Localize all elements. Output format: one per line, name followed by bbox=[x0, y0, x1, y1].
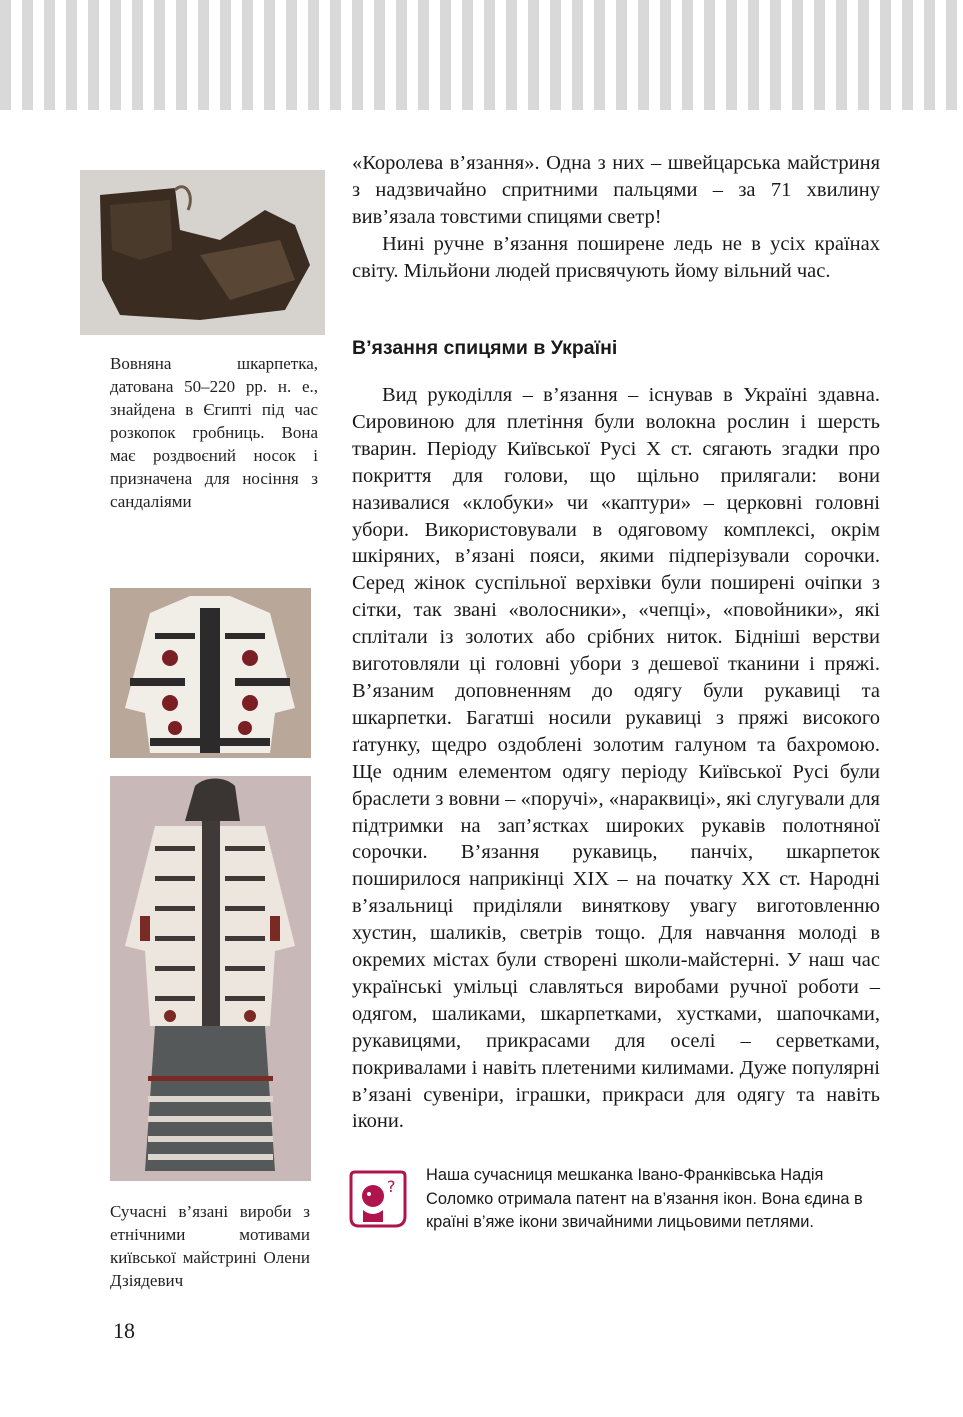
top-text: «Королева в’язання». Одна з них – швейцарська майстриня з надзвичайно спритними пальцями – за 71 хвилину вив’язала товстими спицями светр! bbox=[352, 152, 880, 228]
main-text-body bbox=[352, 382, 880, 1135]
top-paragraph: Нині ручне в’язання поширене ледь не в усіх країнах світу. Мільйони людей присвячують йому вільний час. bbox=[352, 232, 880, 282]
header-stripes bbox=[0, 0, 963, 110]
knitted-jacket-photo bbox=[110, 588, 311, 758]
body-paragraph: Вид рукоділля – в’язання – існував в Україні здавна. Сировиною для плетіння були волокна рослин і шерсть тварин. Періоду Київської Русі Х ст. сягають згадки про покриття для голови, що щільно прилягали: вони називалися «клобуки» чи «каптури» – церковні головні убори. Використовували в одяговому комплексі, окрім шкіряних, в’язані пояси, якими підперізували сорочки. Серед жінок суспільної верхівки були поширені очіпки з сітки, так звані «волосники», «чепці», «повойники», які сплітали із золотих або срібних ниток. Бідніші верстви виготовляли ці головні убори з дешевої тканини і пряжі. В’язаним доповненням до одягу були рукавиці та шкарпетки. Багатші носили рукавиці з пряжі високого ґатунку, щедро оздоблені золотим галуном та бахромою. Ще одним елементом одягу періоду Київської Русі були браслети з вовни – «поручі», «нараквиці», які слугували для підтримки на зап’ястках широких рукавів полотняної сорочки. В’язання рукавиць, панчіх, шкарпеток поширилося наприкінці ХІХ – на початку ХХ ст. Народні в’язальниці приділяли виняткову увагу виготовленню хустин, шаликів, светрів тощо. Для навчання молоді в окремих містах були створені школи-майстерні. У наш час українські умільці славляться виробами ручної роботи – одягом, шаликами, шкарпетками, хустками, шапочками, рукавицями, прикрасами для оселі – серветками, покривалами і навіть плетеними килимами. Дуже популярні в’язані сувеніри, іграшки, прикраси для одягу та навіть ікони. bbox=[352, 384, 880, 1133]
fact-icon bbox=[349, 1168, 407, 1230]
page-number: 18 bbox=[113, 1318, 135, 1343]
garments-caption: Сучасні в’язані вироби з етнічними мотивами київської майстрині Олени Дзіядевич bbox=[110, 1202, 310, 1290]
knitted-ensemble-photo bbox=[110, 776, 311, 1181]
svg-text:?: ? bbox=[387, 1177, 396, 1196]
sock-photo bbox=[80, 170, 325, 335]
main-text-top bbox=[352, 150, 880, 285]
section-heading: В’язання спицями в Україні bbox=[352, 337, 618, 359]
fact-text: Наша сучасниця мешканка Івано-Франківська Надія Соломко отримала патент на в’язання ікон. Вона єдина в країні в’яже ікони звичайними лицьовими петлями. bbox=[426, 1166, 863, 1231]
sock-caption: Вовняна шкарпетка, датована 50–220 рр. н. е., знайдена в Єгипті під час розкопок гробниць. Вона має роздвоєний носок і призначена для носіння з сандаліями bbox=[110, 354, 318, 511]
